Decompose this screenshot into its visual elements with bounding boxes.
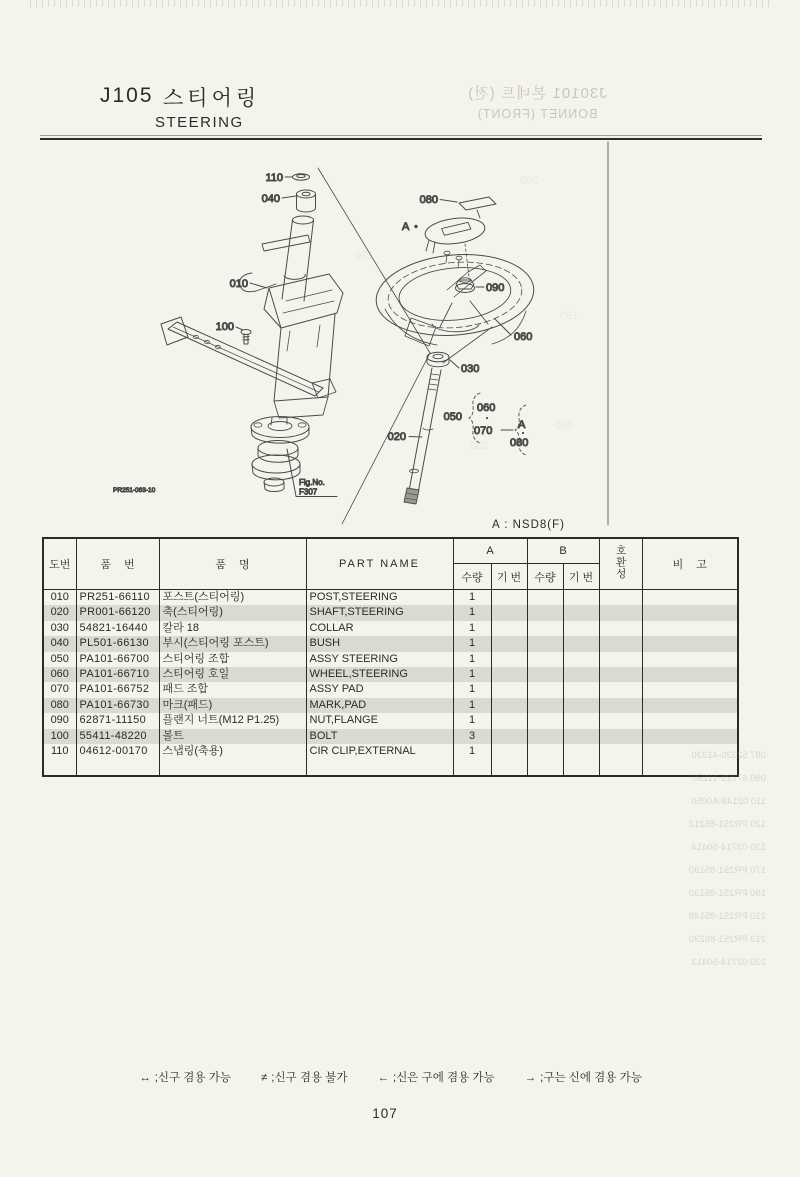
cell-ref-no: 060	[43, 667, 76, 682]
cell-qty-b	[527, 667, 563, 682]
cell-part-name: CIR CLIP,EXTERNAL	[306, 744, 453, 759]
cell-name-ko: 스티어링 조합	[159, 652, 306, 667]
cell-part-no: PA101-66700	[76, 652, 159, 667]
legend-symbol: ←	[377, 1072, 389, 1084]
header-qty-b: 수량	[527, 564, 563, 590]
cell-part-name: POST,STEERING	[306, 590, 453, 606]
cell-remarks	[642, 621, 738, 636]
cell-qty-a: 1	[453, 682, 491, 697]
cell-compat	[599, 636, 642, 651]
cell-ref-no: 020	[43, 605, 76, 620]
bleedthrough-table-text	[606, 744, 766, 974]
cell-serial-a	[491, 636, 527, 651]
cell-compat	[599, 729, 642, 744]
cell-serial-a	[491, 682, 527, 697]
cell-name-ko: 마크(패드)	[159, 698, 306, 713]
cell-part-name: WHEEL,STEERING	[306, 667, 453, 682]
legend-text: ;구는 신에 겸용 가능	[540, 1072, 642, 1084]
bleedthrough-header	[452, 82, 622, 121]
legend-symbol: →	[524, 1072, 537, 1084]
bleedthrough-table-line: 110 02149-A0050	[691, 796, 766, 807]
cell-ref-no: 050	[43, 652, 76, 667]
parts-table-container	[42, 537, 739, 777]
callout-110: 110	[265, 172, 283, 184]
cell-serial-a	[491, 713, 527, 728]
scan-noise	[30, 0, 770, 7]
cell-ref-no: 010	[43, 590, 76, 606]
bleedthrough-table-line: 120 PR251-85212	[688, 819, 766, 830]
cell-serial-b	[563, 590, 599, 606]
cell-serial-a	[491, 652, 527, 667]
table-row	[43, 652, 738, 667]
cell-serial-b	[563, 744, 599, 759]
cell-part-no: 55411-48220	[76, 729, 159, 744]
legend-item	[139, 1069, 231, 1085]
table-row	[43, 621, 738, 636]
table-row	[43, 605, 738, 620]
bleedthrough-table-line: 087 52320-41330	[691, 750, 766, 761]
cell-name-ko: 스냅링(축용)	[159, 744, 306, 759]
cell-serial-b	[563, 605, 599, 620]
cell-ref-no: 100	[43, 729, 76, 744]
cell-remarks	[642, 652, 738, 667]
cell-remarks	[642, 590, 738, 606]
cell-part-name: COLLAR	[306, 621, 453, 636]
cell-part-name: BOLT	[306, 729, 453, 744]
cell-part-no: 04612-00170	[76, 744, 159, 759]
title-rule-thin	[40, 135, 762, 136]
cell-serial-a	[491, 698, 527, 713]
cell-qty-a: 1	[453, 713, 491, 728]
header-group-b: B	[527, 538, 599, 564]
page-title-en: STEERING	[155, 114, 244, 131]
cell-serial-b	[563, 729, 599, 744]
marker-a2: A	[518, 419, 526, 431]
cell-serial-b	[563, 636, 599, 651]
bleedthrough-table-line: 130 03714-50414	[691, 842, 766, 853]
cell-remarks	[642, 682, 738, 697]
cell-name-ko: 칼라 18	[159, 621, 306, 636]
callout-090: 090	[486, 282, 505, 294]
cell-qty-a: 1	[453, 744, 491, 759]
legend-item	[525, 1069, 642, 1085]
legend-text: ;신은 구에 겸용 가능	[393, 1072, 495, 1084]
cell-serial-b	[563, 713, 599, 728]
legend-item	[261, 1069, 348, 1085]
header-qty-a: 수량	[453, 564, 491, 590]
cell-serial-b	[563, 698, 599, 713]
cell-part-name: MARK,PAD	[306, 698, 453, 713]
parts-table-body	[43, 590, 738, 760]
cell-part-name: NUT,FLANGE	[306, 713, 453, 728]
cell-qty-a: 1	[453, 698, 491, 713]
legend-symbol: ≠	[260, 1072, 268, 1084]
cell-remarks	[642, 605, 738, 620]
legend-symbol: ↔	[139, 1072, 151, 1084]
callout-100: 100	[215, 321, 234, 333]
table-row	[43, 698, 738, 713]
header-compat-label: 호환성	[614, 545, 627, 580]
cell-ref-no: 040	[43, 636, 76, 651]
cell-serial-b	[563, 621, 599, 636]
table-row	[43, 713, 738, 728]
bleedthrough-table-line: 190 PR251-85130	[688, 888, 766, 899]
cell-name-ko: 부시(스티어링 포스트)	[159, 636, 306, 651]
callout-040: 040	[261, 193, 280, 205]
legend-text: ;신구 겸용 가능	[154, 1072, 231, 1084]
header-name-ko: 품 명	[159, 538, 306, 590]
parts-table-header	[43, 538, 738, 590]
header-compat	[599, 538, 642, 590]
cell-part-no: 54821-16440	[76, 621, 159, 636]
cell-compat	[599, 605, 642, 620]
cell-qty-b	[527, 744, 563, 759]
callout-010: 010	[229, 278, 248, 290]
bleedthrough-line2: BONNET (FRONT)	[476, 107, 598, 121]
cell-part-no: PR251-66110	[76, 590, 159, 606]
table-row	[43, 744, 738, 759]
table-row	[43, 590, 738, 606]
cell-ref-no: 110	[43, 744, 76, 759]
cell-part-no: PR001-66120	[76, 605, 159, 620]
cell-ref-no: 090	[43, 713, 76, 728]
cell-name-ko: 플랜지 너트(M12 P1.25)	[159, 713, 306, 728]
cell-part-name: BUSH	[306, 636, 453, 651]
cell-remarks	[642, 667, 738, 682]
marker-a1: A	[402, 221, 410, 233]
header-remarks: 비 고	[642, 538, 738, 590]
cell-remarks	[642, 636, 738, 651]
cell-qty-a: 1	[453, 652, 491, 667]
section-code: J105	[100, 84, 154, 107]
cell-part-name: ASSY PAD	[306, 682, 453, 697]
cell-serial-a	[491, 605, 527, 620]
header-part-name: PART NAME	[306, 538, 453, 590]
cell-name-ko: 패드 조합	[159, 682, 306, 697]
cell-compat	[599, 744, 642, 759]
cell-name-ko: 스티어링 호일	[159, 667, 306, 682]
callout-060b: 060	[477, 402, 496, 414]
cell-name-ko: 포스트(스티어링)	[159, 590, 306, 606]
header-ref-no: 도번	[43, 538, 76, 590]
compatibility-legend	[42, 1069, 739, 1085]
callout-030: 030	[461, 363, 480, 375]
cell-name-ko: 축(스티어링)	[159, 605, 306, 620]
callout-080a: 080	[419, 194, 438, 206]
cell-qty-b	[527, 682, 563, 697]
callout-050: 050	[443, 411, 462, 423]
page-title: 스티어링	[163, 87, 261, 110]
cell-part-no: PL501-66130	[76, 636, 159, 651]
page-number: 107	[372, 1106, 398, 1121]
callout-070: 070	[474, 425, 493, 437]
cell-part-no: PA101-66710	[76, 667, 159, 682]
cell-part-no: PA101-66752	[76, 682, 159, 697]
cell-serial-b	[563, 682, 599, 697]
callout-020: 020	[387, 431, 406, 443]
cell-qty-b	[527, 652, 563, 667]
cell-remarks	[642, 744, 738, 759]
cell-part-no: PA101-66730	[76, 698, 159, 713]
cell-part-name: SHAFT,STEERING	[306, 605, 453, 620]
cell-qty-a: 1	[453, 667, 491, 682]
bleedthrough-number: 050	[555, 420, 574, 432]
cell-remarks	[642, 713, 738, 728]
cell-qty-a: 1	[453, 621, 491, 636]
cell-qty-b	[527, 621, 563, 636]
drawing-code: PR251-063-10	[113, 487, 156, 494]
cell-serial-b	[563, 667, 599, 682]
bleedthrough-table-line: 230 02714-50413	[691, 957, 766, 968]
cell-remarks	[642, 698, 738, 713]
legend-item	[378, 1069, 495, 1085]
header-serial-a: 기 번	[491, 564, 527, 590]
bleedthrough-table-line: 090 67721-11150	[692, 773, 766, 784]
table-row	[43, 636, 738, 651]
cell-serial-a	[491, 744, 527, 759]
cell-name-ko: 볼트	[159, 729, 306, 744]
cell-qty-b	[527, 713, 563, 728]
cell-serial-a	[491, 590, 527, 606]
bleedthrough-number: 190	[560, 310, 579, 322]
cell-compat	[599, 698, 642, 713]
legend-text: ;신구 겸용 불가	[271, 1072, 348, 1084]
cell-compat	[599, 652, 642, 667]
table-row	[43, 682, 738, 697]
cell-compat	[599, 590, 642, 606]
cell-compat	[599, 682, 642, 697]
cell-serial-a	[491, 667, 527, 682]
header-serial-b: 기 번	[563, 564, 599, 590]
model-note: A : NSD8(F)	[492, 519, 565, 531]
cell-compat	[599, 667, 642, 682]
cell-part-name: ASSY STEERING	[306, 652, 453, 667]
callout-080b: 080	[510, 437, 529, 449]
bleedthrough-number: 200	[520, 175, 539, 187]
cell-ref-no: 030	[43, 621, 76, 636]
cell-qty-a: 1	[453, 590, 491, 606]
table-row	[43, 729, 738, 744]
bleedthrough-line1: J30101 본네트 (전)	[467, 85, 607, 102]
cell-compat	[599, 621, 642, 636]
cell-ref-no: 080	[43, 698, 76, 713]
table-row	[43, 667, 738, 682]
cell-qty-b	[527, 590, 563, 606]
parts-table	[42, 537, 739, 777]
bleedthrough-table-line: 210 PR251-85148	[688, 911, 766, 922]
fig-label: Fig.No.	[299, 478, 325, 487]
table-empty-area	[43, 759, 738, 775]
cell-serial-a	[491, 621, 527, 636]
bleedthrough-table-line: 213 PR251-86230	[688, 934, 766, 945]
cell-compat	[599, 713, 642, 728]
cell-qty-b	[527, 636, 563, 651]
cell-qty-a: 1	[453, 636, 491, 651]
bleedthrough-number: 130	[355, 250, 374, 262]
cell-part-no: 62871-11150	[76, 713, 159, 728]
bleedthrough-table-line: 170 PR251-85190	[688, 865, 766, 876]
header-part-no: 품 번	[76, 538, 159, 590]
bleedthrough-number: 230	[470, 440, 489, 452]
cell-qty-b	[527, 729, 563, 744]
exploded-view-diagram	[40, 141, 610, 533]
cell-qty-a: 3	[453, 729, 491, 744]
cell-serial-a	[491, 729, 527, 744]
cell-serial-b	[563, 652, 599, 667]
cell-qty-a: 1	[453, 605, 491, 620]
bleedthrough-number: 160	[300, 210, 319, 222]
cell-qty-b	[527, 605, 563, 620]
cell-qty-b	[527, 698, 563, 713]
cell-ref-no: 070	[43, 682, 76, 697]
cell-remarks	[642, 729, 738, 744]
callout-060a: 060	[514, 331, 533, 343]
fig-code: F307	[299, 487, 318, 497]
title-rule-thick	[40, 138, 762, 140]
header-group-a: A	[453, 538, 527, 564]
